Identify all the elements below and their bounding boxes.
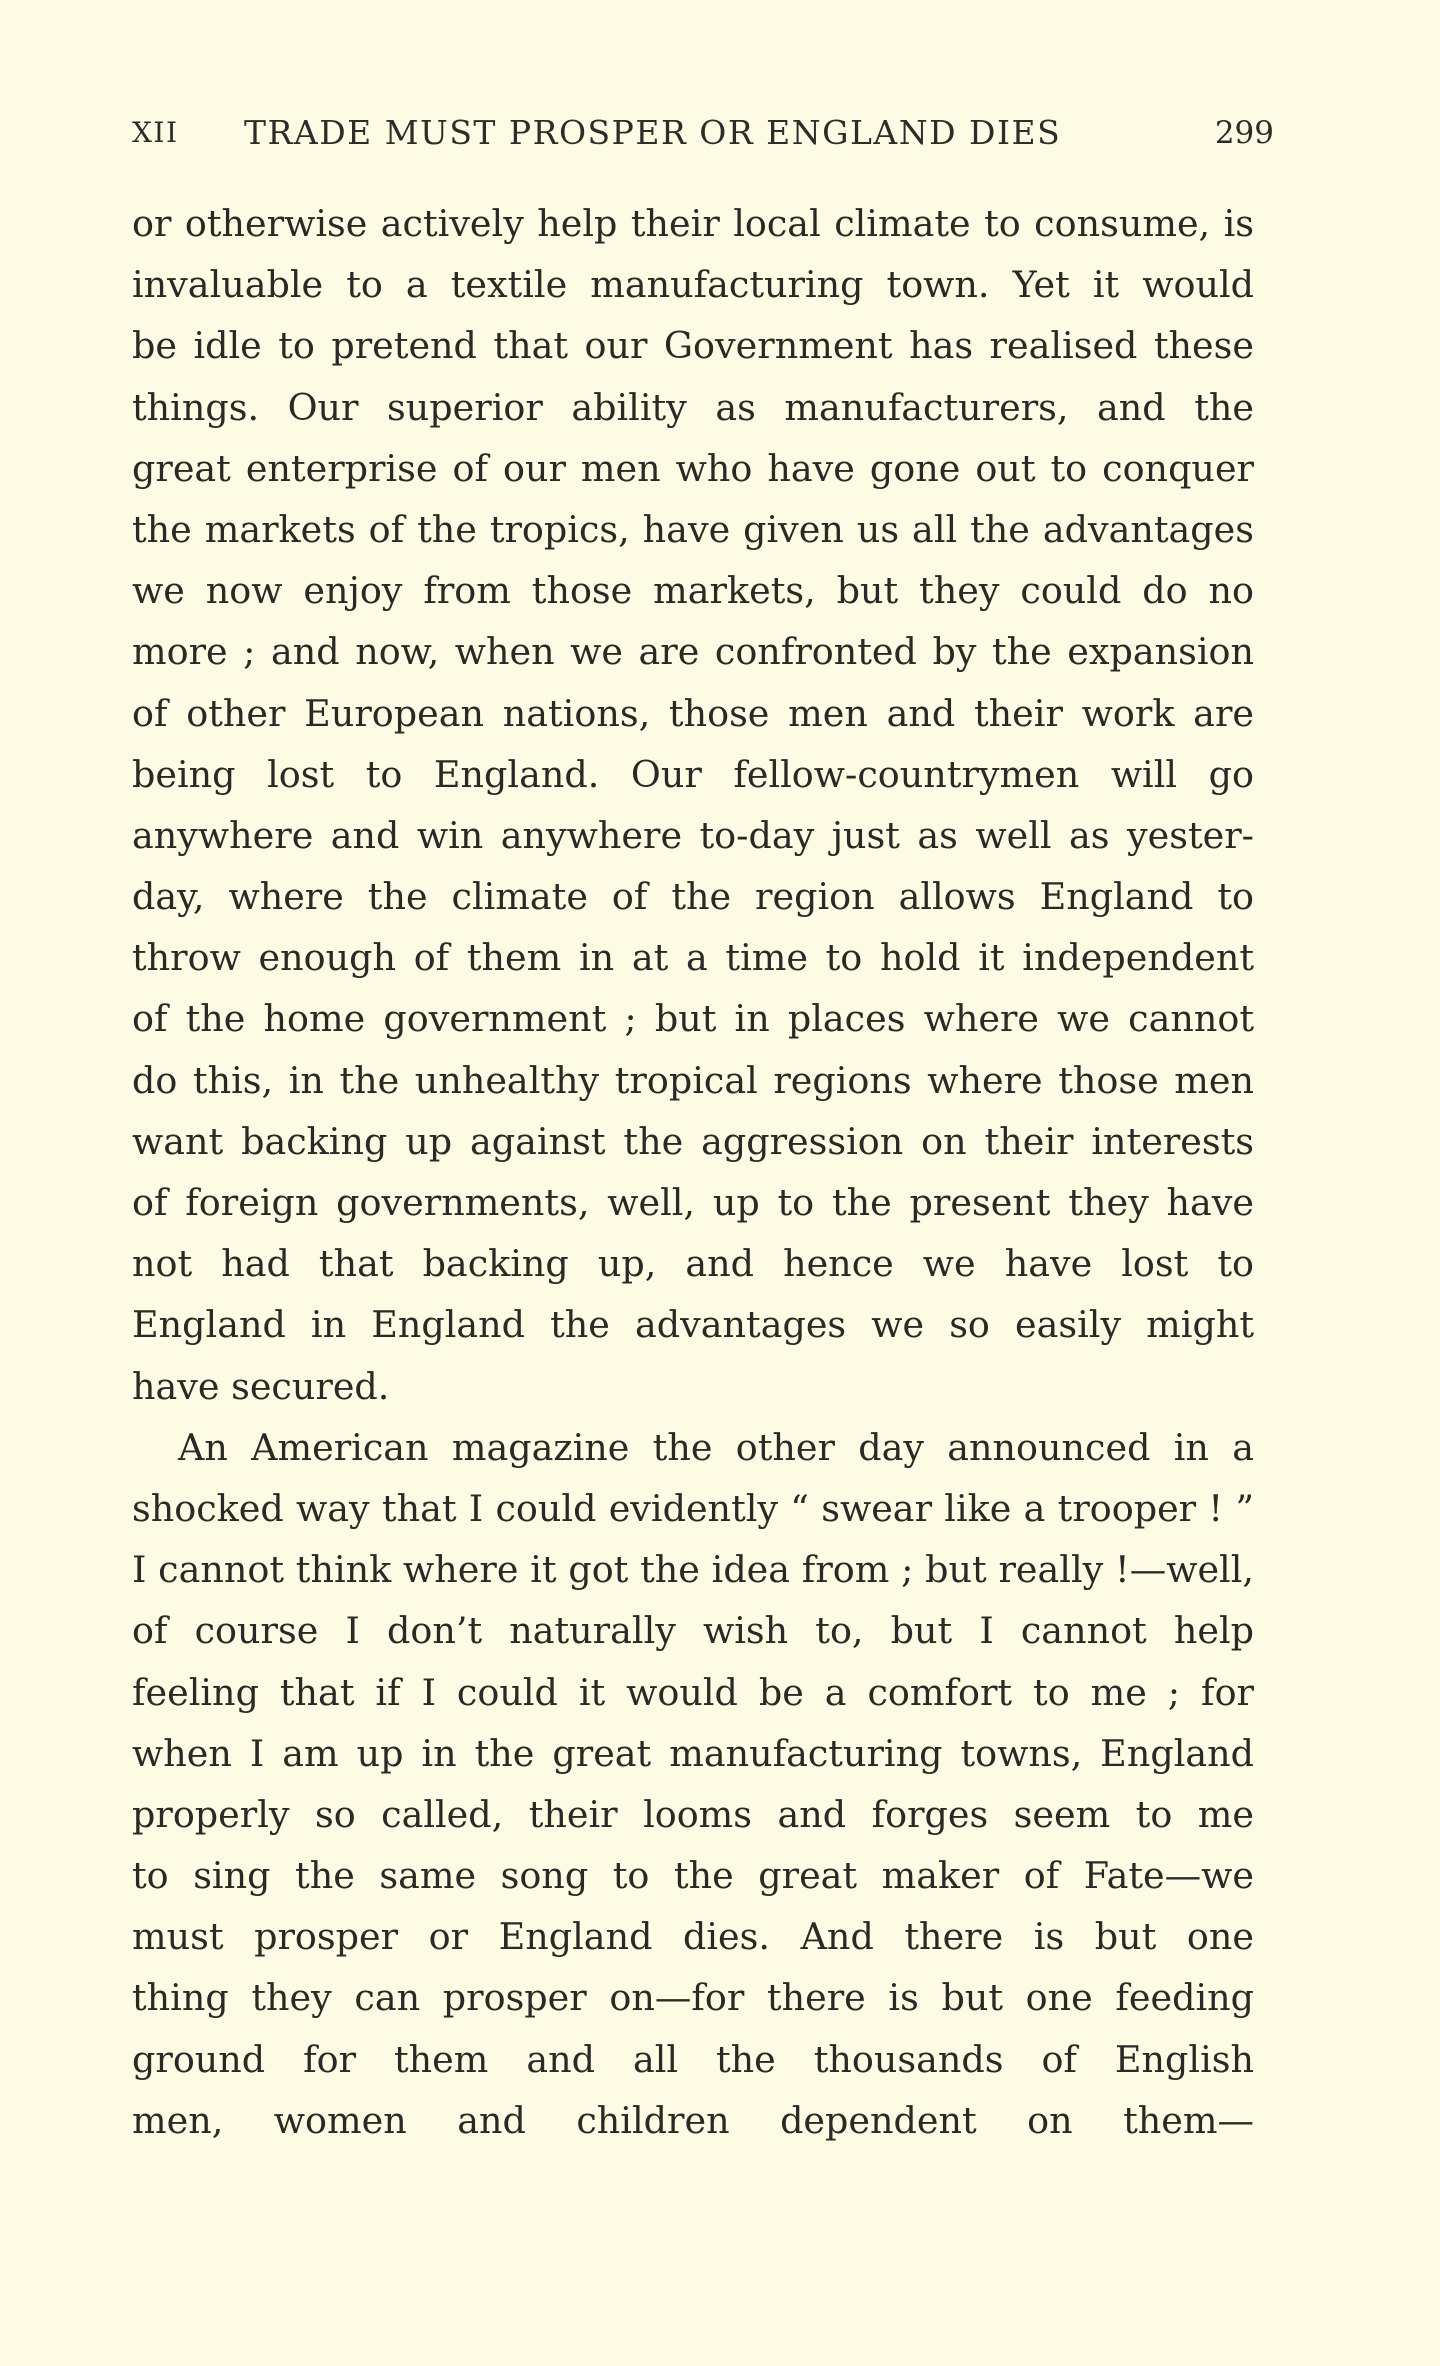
body-text xyxy=(132,193,1254,2151)
text-line: invaluable to a textile manufacturing town. Yet it would xyxy=(132,263,1254,307)
text-line: feeling that if I could it would be a comfort to me ; for xyxy=(132,1670,1254,1714)
text-line: ground for them and all the thousands of English xyxy=(132,2037,1254,2081)
text-line: to sing the same song to the great maker of Fate—we xyxy=(132,1854,1254,1898)
text-line: great enterprise of our men who have gone out to conquer xyxy=(132,446,1254,490)
text-line: of other European nations, those men and their work are xyxy=(132,691,1254,735)
text-line: we now enjoy from those markets, but they could do no xyxy=(132,569,1254,613)
page-number: 299 xyxy=(1214,115,1274,151)
text-line: or otherwise actively help their local climate to consume, is xyxy=(132,202,1254,245)
text-line: things. Our superior ability as manufacturers, and the xyxy=(132,385,1254,429)
running-title: TRADE MUST PROSPER OR ENGLAND DIES xyxy=(244,113,1062,152)
text-line: must prosper or England dies. And there is but one xyxy=(132,1915,1254,1959)
text-line: being lost to England. Our fellow-countrymen will go xyxy=(132,752,1254,796)
chapter-number: XII xyxy=(132,116,179,149)
text-line: day, where the climate of the region allows England to xyxy=(132,875,1254,919)
text-line: when I am up in the great manufacturing towns, England xyxy=(132,1731,1254,1775)
text-line: throw enough of them in at a time to hold it independent xyxy=(132,936,1254,980)
text-line: of the home government ; but in places where we cannot xyxy=(132,997,1254,1041)
text-line: men, women and children dependent on them— xyxy=(132,2098,1254,2142)
text-line: not had that backing up, and hence we have lost to xyxy=(132,1242,1254,1286)
text-line: England in England the advantages we so easily might xyxy=(132,1303,1254,1347)
text-line: properly so called, their looms and forges seem to me xyxy=(132,1792,1254,1836)
text-line: of foreign governments, well, up to the present they have xyxy=(132,1181,1254,1224)
paragraph-start-line: An American magazine the other day announced in a xyxy=(178,1425,1254,1469)
text-line: I cannot think where it got the idea from ; but really !—well, xyxy=(132,1548,1254,1592)
text-line: be idle to pretend that our Government has realised these xyxy=(132,324,1254,368)
paragraph-end-line: have secured. xyxy=(132,1364,390,1408)
text-line: more ; and now, when we are confronted by the expansion xyxy=(132,630,1254,674)
text-line: of course I don’t naturally wish to, but I cannot help xyxy=(132,1609,1254,1653)
text-line: anywhere and win anywhere to-day just as well as yester- xyxy=(132,813,1254,857)
text-line: thing they can prosper on—for there is but one feeding xyxy=(132,1976,1254,2020)
text-line: shocked way that I could evidently “ swear like a trooper ! ” xyxy=(132,1486,1254,1530)
running-head xyxy=(132,108,1274,158)
text-line: the markets of the tropics, have given us all the advantages xyxy=(132,507,1254,551)
text-line: do this, in the unhealthy tropical regions where those men xyxy=(132,1058,1254,1102)
text-line: want backing up against the aggression on their interests xyxy=(132,1119,1254,1163)
